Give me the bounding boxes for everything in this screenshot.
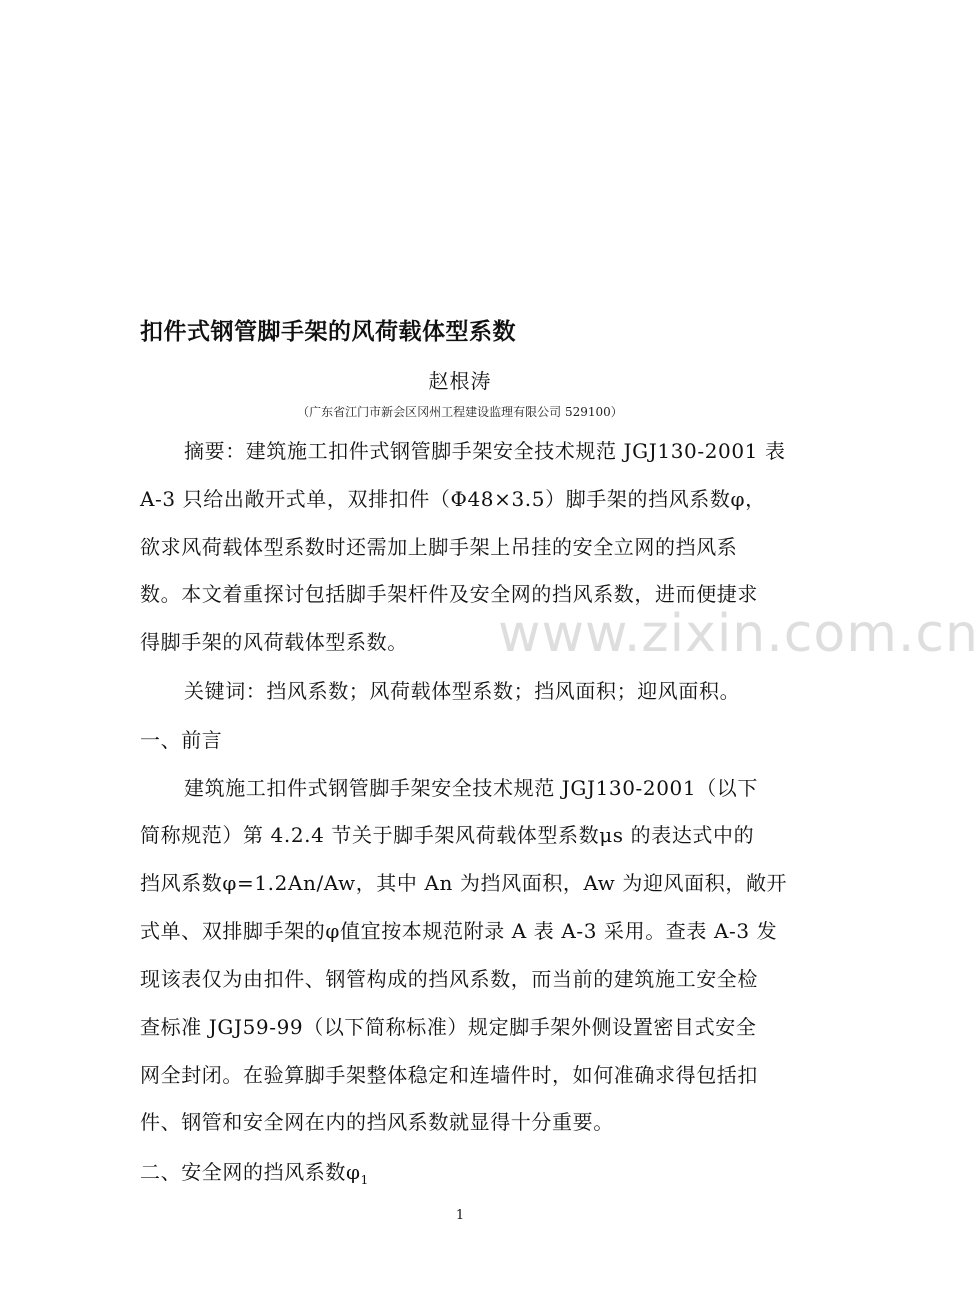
page-number: 1 [455,1208,465,1223]
watermark: www.zixin.com.cn [498,604,979,664]
keywords-line: 关键词：挡风系数；风荷载体型系数；挡风面积；迎风面积。 [184,679,741,703]
section-heading-text: 二、安全网的挡风系数φ [140,1160,361,1184]
author-name: 赵根涛 [428,369,492,393]
section-heading-safety-net [140,1160,369,1192]
abstract-line: 得脚手架的风荷载体型系数。 [140,630,408,654]
abstract-line: 数。本文着重探讨包括脚手架杆件及安全网的挡风系数，进而便捷求 [140,582,758,606]
abstract-line: 欲求风荷载体型系数时还需加上脚手架上吊挂的安全立网的挡风系 [140,535,738,559]
body-line: 挡风系数φ=1.2An/Aw，其中 An 为挡风面积，Aw 为迎风面积，敞开 [140,871,788,895]
body-line: 建筑施工扣件式钢管脚手架安全技术规范 JGJ130-2001（以下 [184,776,758,800]
body-line: 现该表仅为由扣件、钢管构成的挡风系数，而当前的建筑施工安全检 [140,967,758,991]
body-line: 件、钢管和安全网在内的挡风系数就显得十分重要。 [140,1110,614,1134]
body-line: 简称规范）第 4.2.4 节关于脚手架风荷载体型系数μs 的表达式中的 [140,823,755,847]
author-affiliation: （广东省江门市新会区冈州工程建设监理有限公司 529100） [297,405,623,419]
section-heading-intro: 一、前言 [140,728,223,752]
document-title: 扣件式钢管脚手架的风荷载体型系数 [140,319,516,345]
abstract-line: 摘要：建筑施工扣件式钢管脚手架安全技术规范 JGJ130-2001 表 [184,439,786,463]
section-heading-subscript: 1 [360,1173,369,1187]
body-line: 查标准 JGJ59-99（以下简称标准）规定脚手架外侧设置密目式安全 [140,1015,757,1039]
abstract-line: A-3 只给出敞开式单，双排扣件（Φ48×3.5）脚手架的挡风系数φ， [140,487,766,511]
body-line: 式单、双排脚手架的φ值宜按本规范附录 A 表 A-3 采用。查表 A-3 发 [140,919,778,943]
body-line: 网全封闭。在验算脚手架整体稳定和连墙件时，如何准确求得包括扣 [140,1063,758,1087]
